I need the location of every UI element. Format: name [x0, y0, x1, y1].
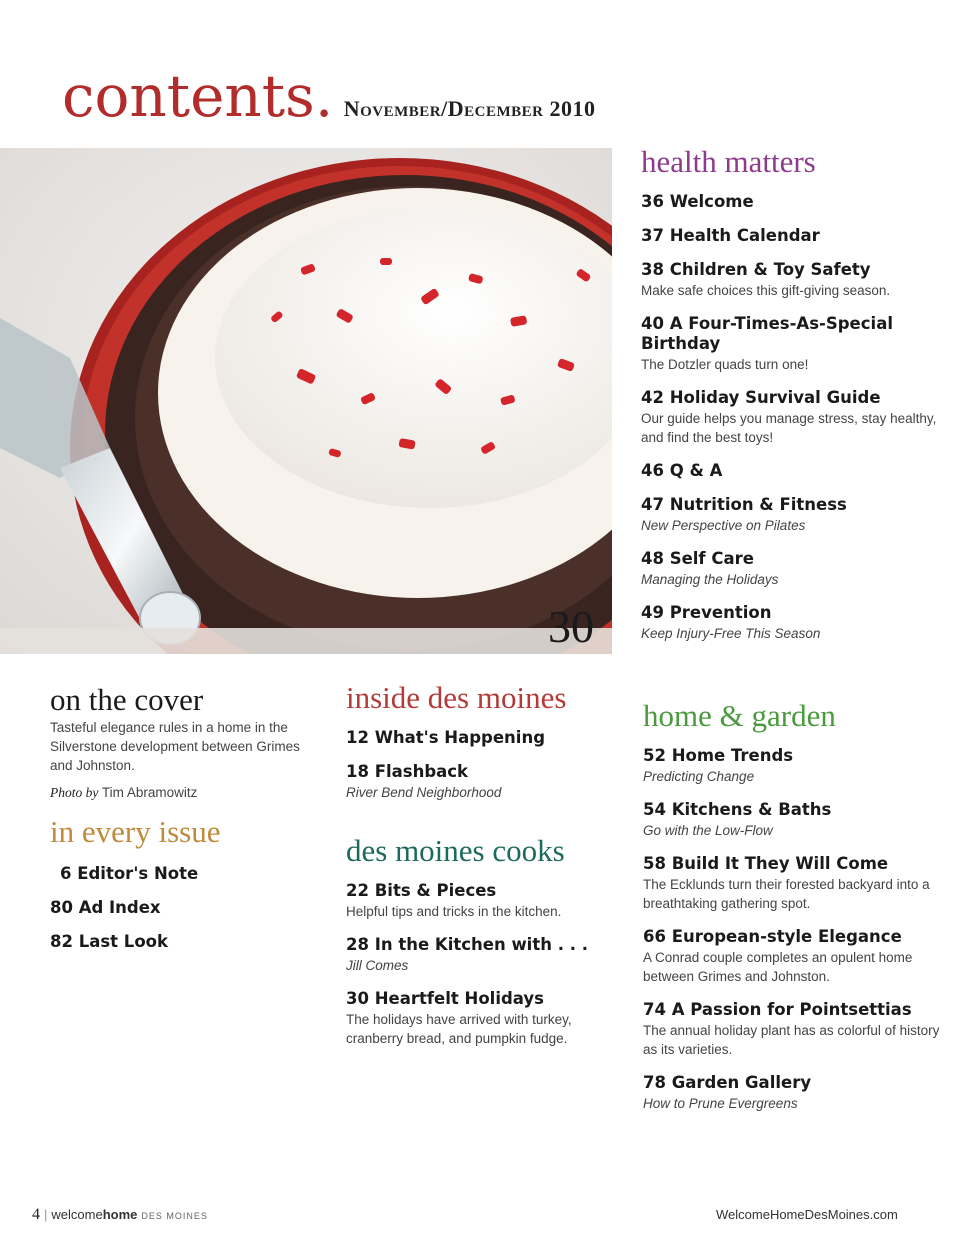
toc-entry [643, 1073, 943, 1113]
toc-entry [346, 935, 616, 975]
section-title-des-moines-cooks: des moines cooks [346, 833, 565, 868]
toc-entry-title: 6 Editor's Note [60, 864, 199, 883]
health-matters-section [641, 144, 941, 643]
issue-date: November/December 2010 [343, 96, 596, 121]
toc-entry-description: Jill Comes [346, 958, 409, 973]
toc-entry-description: New Perspective on Pilates [641, 518, 806, 533]
brand-city: DES MOINES [141, 1211, 208, 1221]
toc-entry [641, 260, 941, 300]
toc-entry-title: 58 Build It They Will Come [643, 854, 889, 873]
photo-credit [50, 785, 320, 801]
toc-entry-description: A Conrad couple completes an opulent home between Grimes and Johnston. [643, 950, 913, 984]
toc-entry-description: Helpful tips and tricks in the kitchen. [346, 904, 562, 919]
toc-entry [643, 927, 943, 986]
toc-entry [50, 898, 320, 918]
section-title-on-the-cover: on the cover [50, 682, 204, 717]
toc-entry [346, 728, 616, 748]
in-every-issue-section [50, 814, 320, 952]
toc-entry-title: 74 A Passion for Pointsettias [643, 1000, 912, 1019]
cover-description: Tasteful elegance rules in a home in the Silverstone development between Grimes and Johnston. [50, 720, 300, 773]
peppermint-pie-image [0, 148, 612, 654]
section-title-health-matters: health matters [641, 144, 816, 179]
toc-entry-title: 54 Kitchens & Baths [643, 800, 832, 819]
toc-entry [50, 932, 320, 952]
on-the-cover-section [50, 682, 320, 801]
toc-entry-description: River Bend Neighborhood [346, 785, 502, 800]
toc-entry-title: 47 Nutrition & Fitness [641, 495, 847, 514]
toc-entry [50, 864, 320, 884]
toc-entry [643, 854, 943, 913]
footer-folio [32, 1206, 208, 1224]
toc-entry-title: 18 Flashback [346, 762, 469, 781]
toc-entry [643, 800, 943, 840]
contents-heading: contents [62, 62, 315, 130]
toc-entry-title: 37 Health Calendar [641, 226, 820, 245]
toc-entry [641, 549, 941, 589]
brand-light: welcome [51, 1207, 103, 1222]
toc-entry [643, 746, 943, 786]
toc-entry-description: The Dotzler quads turn one! [641, 357, 809, 372]
toc-entry-title: 52 Home Trends [643, 746, 794, 765]
toc-entry-title: 12 What's Happening [346, 728, 546, 747]
inside-des-moines-section [346, 680, 616, 802]
toc-entry-title: 78 Garden Gallery [643, 1073, 812, 1092]
toc-entry-title: 42 Holiday Survival Guide [641, 388, 881, 407]
toc-entry [641, 192, 941, 212]
toc-entry [641, 388, 941, 447]
photographer-name: Tim Abramowitz [101, 785, 198, 800]
toc-entry-description: Managing the Holidays [641, 572, 779, 587]
cover-photo [0, 148, 612, 654]
toc-entry-description: How to Prune Evergreens [643, 1096, 798, 1111]
toc-entry [641, 226, 941, 246]
toc-entry-description: The holidays have arrived with turkey, cranberry bread, and pumpkin fudge. [346, 1012, 572, 1046]
toc-entry [641, 314, 941, 374]
home-garden-section [643, 698, 943, 1113]
toc-entry-title: 49 Prevention [641, 603, 772, 622]
footer-separator: | [44, 1207, 48, 1222]
brand-bold: home [102, 1207, 138, 1222]
section-title-inside-des-moines: inside des moines [346, 680, 567, 715]
toc-entry-title: 80 Ad Index [50, 898, 161, 917]
inside-entries [346, 728, 616, 802]
health-entries [641, 192, 941, 643]
contents-dot: . [314, 62, 334, 130]
toc-entry-title: 48 Self Care [641, 549, 754, 568]
toc-entry-title: 36 Welcome [641, 192, 754, 211]
toc-entry [641, 461, 941, 481]
toc-entry-description: Make safe choices this gift-giving season. [641, 283, 891, 298]
page-number: 4 [32, 1206, 40, 1223]
toc-entry [346, 989, 616, 1048]
toc-entry-title: 22 Bits & Pieces [346, 881, 497, 900]
toc-entry-title: 46 Q & A [641, 461, 723, 480]
toc-entry-title: 40 A Four-Times-As-Special Birthday [641, 314, 893, 353]
toc-entry [641, 603, 941, 643]
photo-credit-lead: Photo by [50, 785, 99, 800]
toc-entry-title: 38 Children & Toy Safety [641, 260, 871, 279]
section-title-in-every-issue: in every issue [50, 814, 221, 849]
section-title-home-garden: home & garden [643, 698, 836, 733]
masthead [62, 62, 595, 132]
toc-entry-description: Keep Injury-Free This Season [641, 626, 821, 641]
toc-entry [346, 881, 616, 921]
cooks-entries [346, 881, 616, 1048]
home-garden-entries [643, 746, 943, 1113]
des-moines-cooks-section [346, 833, 616, 1048]
footer-website: WelcomeHomeDesMoines.com [716, 1207, 898, 1222]
toc-entry [346, 762, 616, 802]
toc-entry-description: The Ecklunds turn their forested backyard into a breathtaking gathering spot. [643, 877, 930, 911]
toc-entry-title: 30 Heartfelt Holidays [346, 989, 544, 1008]
toc-entry-description: Our guide helps you manage stress, stay healthy, and find the best toys! [641, 411, 937, 445]
cover-page-reference: 30 [548, 601, 594, 652]
footer-brand [51, 1207, 137, 1222]
toc-entry-description: Predicting Change [643, 769, 755, 784]
toc-entry-title: 28 In the Kitchen with . . . [346, 935, 589, 954]
toc-entry-description: Go with the Low-Flow [643, 823, 773, 838]
every-issue-entries [50, 864, 320, 952]
toc-entry [641, 495, 941, 535]
toc-entry-title: 66 European-style Elegance [643, 927, 902, 946]
toc-entry-title: 82 Last Look [50, 932, 168, 951]
toc-entry [643, 1000, 943, 1059]
toc-entry-description: The annual holiday plant has as colorful of history as its varieties. [643, 1023, 940, 1057]
